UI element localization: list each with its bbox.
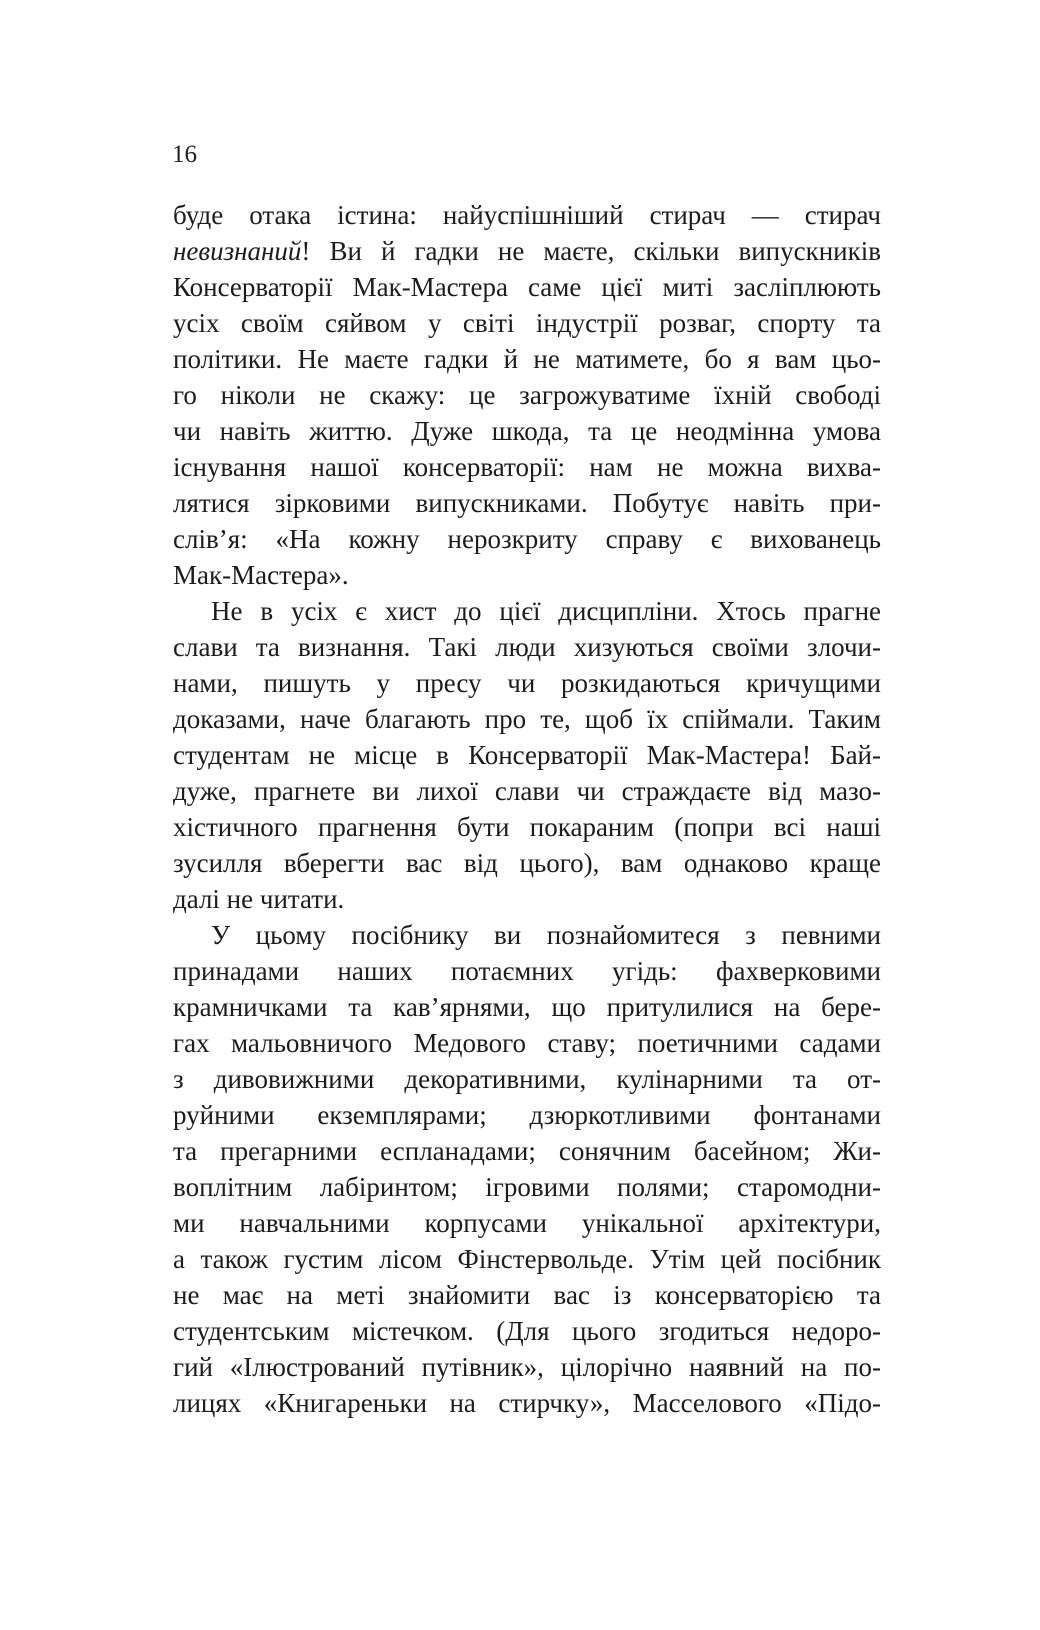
text-line: воплітним лабіринтом; ігровими полями; старомодни- <box>173 1172 881 1202</box>
italic-text: невизнаний <box>173 236 302 266</box>
paragraph-3 <box>173 917 881 1421</box>
text-line: Мак-Мастера». <box>173 560 349 590</box>
text-line: слави та визнання. Такі люди хизуються своїми злочи- <box>173 632 881 662</box>
text-line: руйними екземплярами; дзюркотливими фонтанами <box>173 1100 881 1130</box>
text-run: ! Ви й гадки не маєте, скільки випускників <box>301 236 881 266</box>
text-line: чи навіть життю. Дуже шкода, та це неодмінна умова <box>173 416 881 446</box>
text-line: зусилля вберегти вас від цього), вам однаково краще <box>173 848 881 878</box>
page-number: 16 <box>172 141 197 168</box>
text-line: доказами, наче благають про те, щоб їх спіймали. Таким <box>173 704 881 734</box>
text-line: го ніколи не скажу: це загрожуватиме їхній свободі <box>173 380 881 410</box>
text-line: Консерваторії Мак-Мастера саме цієї миті засліплюють <box>173 272 881 302</box>
text-line: усіх своїм сяйвом у світі індустрії розваг, спорту та <box>173 308 881 338</box>
text-line: ми навчальними корпусами унікальної архітектури, <box>173 1208 881 1238</box>
text-line: існування нашої консерваторії: нам не можна вихва- <box>173 452 881 482</box>
text-line: буде отака істина: найуспішніший стирач — стирач <box>173 200 881 230</box>
text-line: лятися зірковими випускниками. Побутує навіть при- <box>173 488 881 518</box>
text-line <box>173 233 881 269</box>
text-line: з дивовижними декоративними, кулінарними та от- <box>173 1064 881 1094</box>
text-block <box>173 197 881 1421</box>
text-line: політики. Не маєте гадки й не матимете, бо я вам цьо- <box>173 344 881 374</box>
text-line: крамничками та кав’ярнями, що притулилися на бере- <box>173 992 881 1022</box>
text-line: а також густим лісом Фінстервольде. Утім цей посібник <box>173 1244 881 1274</box>
text-line: студентам не місце в Консерваторії Мак-Мастера! Бай- <box>173 740 881 770</box>
text-line: принадами наших потаємних угідь: фахверковими <box>173 956 881 986</box>
text-line: студентським містечком. (Для цього згодиться недоро- <box>173 1316 881 1346</box>
text-line: не має на меті знайомити вас із консерваторією та <box>173 1280 881 1310</box>
text-line: Не в усіх є хист до цієї дисципліни. Хтось прагне <box>211 596 881 626</box>
text-line: дуже, прагнете ви лихої слави чи страждаєте від мазо- <box>173 776 881 806</box>
text-line: лицях «Книгареньки на стирчку», Масселового «Підо- <box>173 1388 881 1418</box>
text-line: гах мальовничого Медового ставу; поетичними садами <box>173 1028 881 1058</box>
text-line: гий «Ілюстрований путівник», цілорічно наявний на по- <box>173 1352 881 1382</box>
paragraph-1 <box>173 197 881 593</box>
text-line: хістичного прагнення бути покараним (попри всі наші <box>173 812 881 842</box>
text-line: У цьому посібнику ви познайомитеся з певними <box>211 920 881 950</box>
text-line: далі не читати. <box>173 884 345 914</box>
text-line: нами, пишуть у пресу чи розкидаються кричущими <box>173 668 881 698</box>
text-line: слів’я: «На кожну нерозкриту справу є вихованець <box>173 524 881 554</box>
paragraph-2 <box>173 593 881 917</box>
text-line: та прегарними еспланадами; сонячним басейном; Жи- <box>173 1136 881 1166</box>
